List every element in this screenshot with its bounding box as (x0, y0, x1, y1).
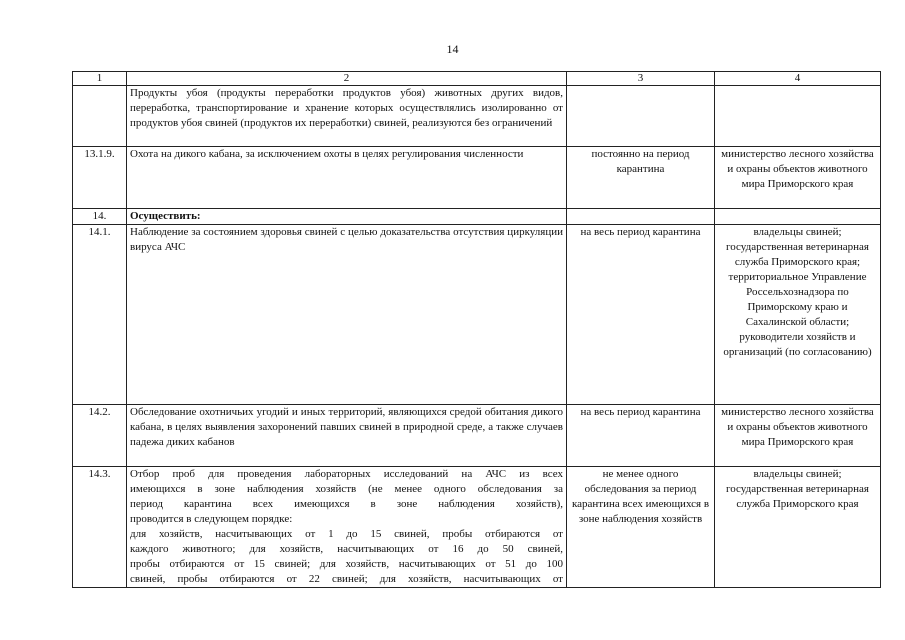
table-row (73, 86, 881, 147)
row-responsible: министерство лесного хозяйства и охраны объектов животного мира Приморского края (715, 147, 881, 209)
row-term (567, 209, 715, 225)
table-row (73, 225, 881, 405)
row-number: 14.2. (73, 405, 127, 467)
row-measure: Наблюдение за состоянием здоровья свиней с целью доказательства отсутствия циркуляции вируса АЧС (127, 225, 567, 405)
row-measure: Продукты убоя (продукты переработки продуктов убоя) животных других видов, переработка, транспортирование и хранение которых осуществлялись изолированно от продуктов убоя свиней (продуктов их переработки) свиней, реализуются без ограничений (127, 86, 567, 147)
page-number: 14 (446, 42, 459, 56)
row-term: на весь период карантина (567, 405, 715, 467)
row-responsible (715, 209, 881, 225)
row-responsible: владельцы свиней; государственная ветеринарная служба Приморского края (715, 467, 881, 588)
text-line: Отбор проб для проведения лабораторных исследований на АЧС из всех (130, 468, 563, 480)
table-row (73, 467, 881, 588)
table-row (73, 147, 881, 209)
row-term: на весь период карантина (567, 225, 715, 405)
row-number: 14. (73, 209, 127, 225)
text-line: каждого животного; для хозяйств, насчитывающих от 16 до 50 свиней, (130, 543, 563, 555)
text-line: свиней, пробы отбираются от 22 свиней; для хозяйств, насчитывающих от (130, 573, 563, 585)
row-number: 14.3. (73, 467, 127, 588)
table-row (73, 209, 881, 225)
row-measure: Осуществить: (127, 209, 567, 225)
row-responsible: владельцы свиней; государственная ветеринарная служба Приморского края; территориальное Управление Россельхознадзора по Приморскому краю и Сахалинской области; руководители хозяйств и организаций (по согласованию) (715, 225, 881, 405)
table-header-row (73, 72, 881, 86)
row-number: 14.1. (73, 225, 127, 405)
table-row (73, 405, 881, 467)
header-col-3: 3 (567, 72, 715, 86)
measures-table (72, 71, 881, 588)
text-line: пробы отбираются от 15 свиней; для хозяйств, насчитывающих от 51 до 100 (130, 558, 563, 570)
row-term (567, 86, 715, 147)
row-number: 13.1.9. (73, 147, 127, 209)
row-measure: Обследование охотничьих угодий и иных территорий, являющихся средой обитания дикого кабана, в целях выявления захоронений павших свиней в природной среде, а также случаев падежа диких кабанов (127, 405, 567, 467)
row-number (73, 86, 127, 147)
text-line: проводится в следующем порядке: (130, 513, 293, 525)
text-line: имеющихся в зоне наблюдения хозяйств (не менее одного обследования за (130, 483, 563, 495)
text-line: период карантина всех имеющихся в зоне наблюдения хозяйств), (130, 498, 563, 510)
row-measure (127, 467, 567, 588)
header-col-4: 4 (715, 72, 881, 86)
row-measure: Охота на дикого кабана, за исключением охоты в целях регулирования численности (127, 147, 567, 209)
row-responsible: министерство лесного хозяйства и охраны объектов животного мира Приморского края (715, 405, 881, 467)
row-term: не менее одного обследования за период карантина всех имеющихся в зоне наблюдения хозяйств (567, 467, 715, 588)
header-col-2: 2 (127, 72, 567, 86)
row-term: постоянно на период карантина (567, 147, 715, 209)
header-col-1: 1 (73, 72, 127, 86)
row-responsible (715, 86, 881, 147)
text-line: для хозяйств, насчитывающих от 1 до 15 свиней, пробы отбираются от (130, 528, 563, 540)
